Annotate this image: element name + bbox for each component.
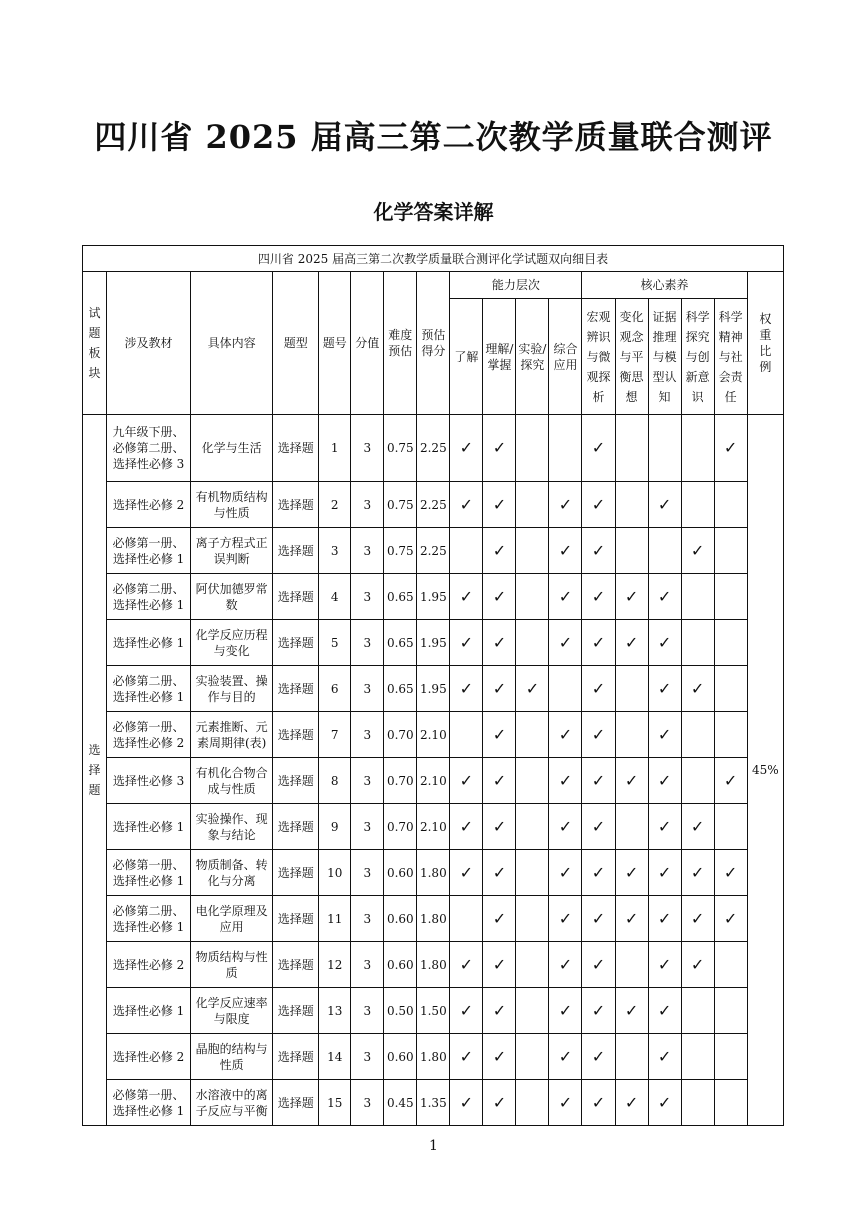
cell-difficulty: 0.75 xyxy=(384,482,417,528)
cell-content: 化学反应速率与限度 xyxy=(191,988,273,1034)
cell-est-score: 1.80 xyxy=(417,942,450,988)
cell-textbook: 必修第一册、选择性必修 2 xyxy=(107,712,191,758)
cell-textbook: 九年级下册、必修第二册、选择性必修 3 xyxy=(107,415,191,482)
check-mark-icon: ✓ xyxy=(648,712,681,758)
cell-est-score: 1.35 xyxy=(417,1080,450,1126)
check-mark-icon: ✓ xyxy=(516,666,549,712)
cell-textbook: 必修第二册、选择性必修 1 xyxy=(107,896,191,942)
check-mark-icon: ✓ xyxy=(681,528,714,574)
empty-cell xyxy=(714,942,747,988)
empty-cell xyxy=(681,1080,714,1126)
cell-est-score: 1.80 xyxy=(417,850,450,896)
cell-difficulty: 0.60 xyxy=(384,1034,417,1080)
header-literacy-2: 变化观念与平衡思想 xyxy=(615,299,648,415)
check-mark-icon: ✓ xyxy=(450,850,483,896)
table-row xyxy=(83,804,784,850)
cell-difficulty: 0.70 xyxy=(384,712,417,758)
cell-number: 15 xyxy=(319,1080,351,1126)
header-difficulty: 难度预估 xyxy=(384,272,417,415)
check-mark-icon: ✓ xyxy=(549,942,582,988)
empty-cell xyxy=(450,896,483,942)
check-mark-icon: ✓ xyxy=(681,942,714,988)
empty-cell xyxy=(681,758,714,804)
cell-number: 3 xyxy=(319,528,351,574)
cell-difficulty: 0.70 xyxy=(384,758,417,804)
cell-content: 电化学原理及应用 xyxy=(191,896,273,942)
check-mark-icon: ✓ xyxy=(450,758,483,804)
cell-difficulty: 0.75 xyxy=(384,528,417,574)
cell-type: 选择题 xyxy=(273,1080,319,1126)
check-mark-icon: ✓ xyxy=(648,666,681,712)
cell-content: 物质制备、转化与分离 xyxy=(191,850,273,896)
empty-cell xyxy=(681,620,714,666)
check-mark-icon: ✓ xyxy=(483,988,516,1034)
cell-est-score: 2.25 xyxy=(417,482,450,528)
cell-type: 选择题 xyxy=(273,620,319,666)
empty-cell xyxy=(648,415,681,482)
check-mark-icon: ✓ xyxy=(648,988,681,1034)
check-mark-icon: ✓ xyxy=(615,1080,648,1126)
check-mark-icon: ✓ xyxy=(483,620,516,666)
header-block: 试题板块 xyxy=(83,272,107,415)
header-weight: 权重比例 xyxy=(747,272,783,415)
check-mark-icon: ✓ xyxy=(582,666,615,712)
empty-cell xyxy=(450,528,483,574)
cell-est-score: 1.95 xyxy=(417,620,450,666)
empty-cell xyxy=(681,482,714,528)
check-mark-icon: ✓ xyxy=(582,620,615,666)
table-row xyxy=(83,988,784,1034)
empty-cell xyxy=(516,850,549,896)
cell-type: 选择题 xyxy=(273,942,319,988)
cell-content: 有机化合物合成与性质 xyxy=(191,758,273,804)
check-mark-icon: ✓ xyxy=(483,850,516,896)
cell-content: 物质结构与性质 xyxy=(191,942,273,988)
cell-score: 3 xyxy=(351,1034,384,1080)
empty-cell xyxy=(681,988,714,1034)
check-mark-icon: ✓ xyxy=(582,988,615,1034)
cell-number: 11 xyxy=(319,896,351,942)
cell-content: 元素推断、元素周期律(表) xyxy=(191,712,273,758)
cell-number: 7 xyxy=(319,712,351,758)
header-literacy-group: 核心素养 xyxy=(582,272,747,299)
check-mark-icon: ✓ xyxy=(615,620,648,666)
cell-textbook: 选择性必修 2 xyxy=(107,942,191,988)
check-mark-icon: ✓ xyxy=(615,574,648,620)
cell-difficulty: 0.75 xyxy=(384,415,417,482)
check-mark-icon: ✓ xyxy=(648,850,681,896)
check-mark-icon: ✓ xyxy=(582,758,615,804)
check-mark-icon: ✓ xyxy=(549,758,582,804)
cell-est-score: 1.50 xyxy=(417,988,450,1034)
check-mark-icon: ✓ xyxy=(450,1034,483,1080)
empty-cell xyxy=(516,482,549,528)
empty-cell xyxy=(681,1034,714,1080)
table-row xyxy=(83,1080,784,1126)
empty-cell xyxy=(681,574,714,620)
cell-content: 实验装置、操作与目的 xyxy=(191,666,273,712)
check-mark-icon: ✓ xyxy=(582,528,615,574)
check-mark-icon: ✓ xyxy=(615,850,648,896)
cell-est-score: 1.80 xyxy=(417,896,450,942)
check-mark-icon: ✓ xyxy=(714,896,747,942)
header-type: 题型 xyxy=(273,272,319,415)
cell-type: 选择题 xyxy=(273,666,319,712)
table-row xyxy=(83,712,784,758)
header-ability-3: 实验/探究 xyxy=(516,299,549,415)
check-mark-icon: ✓ xyxy=(648,1034,681,1080)
cell-textbook: 选择性必修 1 xyxy=(107,620,191,666)
empty-cell xyxy=(516,896,549,942)
check-mark-icon: ✓ xyxy=(582,1080,615,1126)
check-mark-icon: ✓ xyxy=(714,415,747,482)
cell-score: 3 xyxy=(351,528,384,574)
cell-est-score: 2.25 xyxy=(417,528,450,574)
cell-number: 4 xyxy=(319,574,351,620)
check-mark-icon: ✓ xyxy=(549,482,582,528)
cell-type: 选择题 xyxy=(273,988,319,1034)
cell-textbook: 必修第一册、选择性必修 1 xyxy=(107,1080,191,1126)
cell-difficulty: 0.50 xyxy=(384,988,417,1034)
check-mark-icon: ✓ xyxy=(615,758,648,804)
check-mark-icon: ✓ xyxy=(549,1034,582,1080)
empty-cell xyxy=(549,666,582,712)
cell-textbook: 选择性必修 3 xyxy=(107,758,191,804)
cell-est-score: 2.10 xyxy=(417,758,450,804)
cell-score: 3 xyxy=(351,482,384,528)
cell-est-score: 2.10 xyxy=(417,712,450,758)
table-caption: 四川省 2025 届高三第二次教学质量联合测评化学试题双向细目表 xyxy=(83,246,784,272)
empty-cell xyxy=(615,1034,648,1080)
cell-difficulty: 0.65 xyxy=(384,666,417,712)
empty-cell xyxy=(615,482,648,528)
check-mark-icon: ✓ xyxy=(450,482,483,528)
check-mark-icon: ✓ xyxy=(450,988,483,1034)
cell-score: 3 xyxy=(351,758,384,804)
header-est-score: 预估得分 xyxy=(417,272,450,415)
empty-cell xyxy=(648,528,681,574)
check-mark-icon: ✓ xyxy=(714,850,747,896)
weight-value: 45% xyxy=(747,415,783,1126)
empty-cell xyxy=(516,1034,549,1080)
cell-difficulty: 0.65 xyxy=(384,574,417,620)
specification-table xyxy=(82,245,784,1126)
check-mark-icon: ✓ xyxy=(648,758,681,804)
cell-textbook: 选择性必修 2 xyxy=(107,1034,191,1080)
header-ability-4: 综合应用 xyxy=(549,299,582,415)
cell-type: 选择题 xyxy=(273,804,319,850)
check-mark-icon: ✓ xyxy=(549,574,582,620)
check-mark-icon: ✓ xyxy=(582,942,615,988)
empty-cell xyxy=(516,942,549,988)
cell-score: 3 xyxy=(351,850,384,896)
check-mark-icon: ✓ xyxy=(714,758,747,804)
check-mark-icon: ✓ xyxy=(615,896,648,942)
cell-content: 有机物质结构与性质 xyxy=(191,482,273,528)
check-mark-icon: ✓ xyxy=(648,896,681,942)
check-mark-icon: ✓ xyxy=(483,758,516,804)
check-mark-icon: ✓ xyxy=(450,415,483,482)
cell-est-score: 2.25 xyxy=(417,415,450,482)
header-number: 题号 xyxy=(319,272,351,415)
check-mark-icon: ✓ xyxy=(483,712,516,758)
table-row xyxy=(83,758,784,804)
block-label: 选择题 xyxy=(83,415,107,1126)
check-mark-icon: ✓ xyxy=(648,804,681,850)
check-mark-icon: ✓ xyxy=(582,482,615,528)
cell-difficulty: 0.65 xyxy=(384,620,417,666)
empty-cell xyxy=(714,620,747,666)
empty-cell xyxy=(615,804,648,850)
page-number: 1 xyxy=(429,1138,438,1154)
check-mark-icon: ✓ xyxy=(450,574,483,620)
header-ability-1: 了解 xyxy=(450,299,483,415)
check-mark-icon: ✓ xyxy=(483,482,516,528)
empty-cell xyxy=(615,712,648,758)
empty-cell xyxy=(615,666,648,712)
empty-cell xyxy=(714,1034,747,1080)
check-mark-icon: ✓ xyxy=(483,804,516,850)
check-mark-icon: ✓ xyxy=(549,712,582,758)
empty-cell xyxy=(681,712,714,758)
check-mark-icon: ✓ xyxy=(483,1034,516,1080)
cell-type: 选择题 xyxy=(273,528,319,574)
check-mark-icon: ✓ xyxy=(681,896,714,942)
table-row xyxy=(83,415,784,482)
table-row xyxy=(83,620,784,666)
check-mark-icon: ✓ xyxy=(450,666,483,712)
empty-cell xyxy=(516,1080,549,1126)
check-mark-icon: ✓ xyxy=(549,896,582,942)
empty-cell xyxy=(714,988,747,1034)
check-mark-icon: ✓ xyxy=(681,666,714,712)
cell-est-score: 1.95 xyxy=(417,666,450,712)
header-literacy-5: 科学精神与社会责任 xyxy=(714,299,747,415)
check-mark-icon: ✓ xyxy=(549,988,582,1034)
table-row xyxy=(83,942,784,988)
empty-cell xyxy=(714,574,747,620)
cell-content: 阿伏加德罗常数 xyxy=(191,574,273,620)
check-mark-icon: ✓ xyxy=(450,620,483,666)
cell-type: 选择题 xyxy=(273,896,319,942)
cell-textbook: 选择性必修 2 xyxy=(107,482,191,528)
check-mark-icon: ✓ xyxy=(483,666,516,712)
cell-score: 3 xyxy=(351,712,384,758)
cell-difficulty: 0.70 xyxy=(384,804,417,850)
check-mark-icon: ✓ xyxy=(582,712,615,758)
cell-score: 3 xyxy=(351,574,384,620)
cell-type: 选择题 xyxy=(273,1034,319,1080)
check-mark-icon: ✓ xyxy=(549,850,582,896)
empty-cell xyxy=(516,574,549,620)
cell-textbook: 选择性必修 1 xyxy=(107,804,191,850)
empty-cell xyxy=(714,1080,747,1126)
cell-number: 1 xyxy=(319,415,351,482)
cell-textbook: 选择性必修 1 xyxy=(107,988,191,1034)
check-mark-icon: ✓ xyxy=(648,1080,681,1126)
cell-type: 选择题 xyxy=(273,574,319,620)
table-row xyxy=(83,1034,784,1080)
empty-cell xyxy=(615,942,648,988)
table-row xyxy=(83,666,784,712)
check-mark-icon: ✓ xyxy=(549,1080,582,1126)
check-mark-icon: ✓ xyxy=(582,1034,615,1080)
check-mark-icon: ✓ xyxy=(483,942,516,988)
cell-type: 选择题 xyxy=(273,415,319,482)
check-mark-icon: ✓ xyxy=(483,1080,516,1126)
cell-content: 离子方程式正误判断 xyxy=(191,528,273,574)
check-mark-icon: ✓ xyxy=(450,804,483,850)
empty-cell xyxy=(615,528,648,574)
empty-cell xyxy=(516,988,549,1034)
empty-cell xyxy=(714,712,747,758)
cell-number: 9 xyxy=(319,804,351,850)
check-mark-icon: ✓ xyxy=(648,620,681,666)
cell-number: 5 xyxy=(319,620,351,666)
table-row xyxy=(83,482,784,528)
table-row xyxy=(83,850,784,896)
empty-cell xyxy=(516,712,549,758)
cell-difficulty: 0.60 xyxy=(384,896,417,942)
empty-cell xyxy=(681,415,714,482)
header-literacy-3: 证据推理与模型认知 xyxy=(648,299,681,415)
check-mark-icon: ✓ xyxy=(483,574,516,620)
cell-number: 8 xyxy=(319,758,351,804)
cell-score: 3 xyxy=(351,415,384,482)
cell-content: 水溶液中的离子反应与平衡 xyxy=(191,1080,273,1126)
cell-type: 选择题 xyxy=(273,758,319,804)
header-content: 具体内容 xyxy=(191,272,273,415)
header-textbook: 涉及教材 xyxy=(107,272,191,415)
table-row xyxy=(83,896,784,942)
empty-cell xyxy=(516,758,549,804)
check-mark-icon: ✓ xyxy=(483,896,516,942)
empty-cell xyxy=(516,528,549,574)
empty-cell xyxy=(516,804,549,850)
check-mark-icon: ✓ xyxy=(582,804,615,850)
cell-score: 3 xyxy=(351,666,384,712)
empty-cell xyxy=(450,712,483,758)
check-mark-icon: ✓ xyxy=(582,896,615,942)
header-ability-group: 能力层次 xyxy=(450,272,582,299)
header-ability-2: 理解/掌握 xyxy=(483,299,516,415)
table-row xyxy=(83,528,784,574)
cell-textbook: 必修第二册、选择性必修 1 xyxy=(107,666,191,712)
check-mark-icon: ✓ xyxy=(648,482,681,528)
cell-content: 实验操作、现象与结论 xyxy=(191,804,273,850)
table-row xyxy=(83,574,784,620)
cell-score: 3 xyxy=(351,1080,384,1126)
header-literacy-1: 宏观辨识与微观探析 xyxy=(582,299,615,415)
check-mark-icon: ✓ xyxy=(450,942,483,988)
document-title: 四川省 2025 届高三第二次教学质量联合测评 xyxy=(94,118,773,156)
check-mark-icon: ✓ xyxy=(582,574,615,620)
check-mark-icon: ✓ xyxy=(549,804,582,850)
check-mark-icon: ✓ xyxy=(648,574,681,620)
header-literacy-4: 科学探究与创新意识 xyxy=(681,299,714,415)
cell-textbook: 必修第一册、选择性必修 1 xyxy=(107,850,191,896)
cell-number: 12 xyxy=(319,942,351,988)
header-score: 分值 xyxy=(351,272,384,415)
cell-score: 3 xyxy=(351,620,384,666)
cell-textbook: 必修第一册、选择性必修 1 xyxy=(107,528,191,574)
cell-number: 10 xyxy=(319,850,351,896)
cell-type: 选择题 xyxy=(273,850,319,896)
cell-score: 3 xyxy=(351,942,384,988)
empty-cell xyxy=(714,804,747,850)
cell-number: 2 xyxy=(319,482,351,528)
empty-cell xyxy=(516,620,549,666)
check-mark-icon: ✓ xyxy=(648,942,681,988)
empty-cell xyxy=(714,482,747,528)
cell-difficulty: 0.60 xyxy=(384,942,417,988)
check-mark-icon: ✓ xyxy=(681,850,714,896)
check-mark-icon: ✓ xyxy=(549,528,582,574)
check-mark-icon: ✓ xyxy=(549,620,582,666)
empty-cell xyxy=(615,415,648,482)
cell-est-score: 1.80 xyxy=(417,1034,450,1080)
cell-textbook: 必修第二册、选择性必修 1 xyxy=(107,574,191,620)
cell-number: 13 xyxy=(319,988,351,1034)
cell-content: 晶胞的结构与性质 xyxy=(191,1034,273,1080)
empty-cell xyxy=(549,415,582,482)
empty-cell xyxy=(516,415,549,482)
check-mark-icon: ✓ xyxy=(483,415,516,482)
cell-content: 化学反应历程与变化 xyxy=(191,620,273,666)
check-mark-icon: ✓ xyxy=(483,528,516,574)
cell-est-score: 2.10 xyxy=(417,804,450,850)
cell-score: 3 xyxy=(351,804,384,850)
cell-content: 化学与生活 xyxy=(191,415,273,482)
check-mark-icon: ✓ xyxy=(450,1080,483,1126)
document-subtitle: 化学答案详解 xyxy=(373,200,494,224)
cell-score: 3 xyxy=(351,896,384,942)
cell-difficulty: 0.45 xyxy=(384,1080,417,1126)
cell-number: 14 xyxy=(319,1034,351,1080)
check-mark-icon: ✓ xyxy=(582,850,615,896)
empty-cell xyxy=(714,528,747,574)
cell-type: 选择题 xyxy=(273,482,319,528)
check-mark-icon: ✓ xyxy=(615,988,648,1034)
cell-score: 3 xyxy=(351,988,384,1034)
cell-number: 6 xyxy=(319,666,351,712)
empty-cell xyxy=(714,666,747,712)
cell-type: 选择题 xyxy=(273,712,319,758)
check-mark-icon: ✓ xyxy=(681,804,714,850)
cell-difficulty: 0.60 xyxy=(384,850,417,896)
check-mark-icon: ✓ xyxy=(582,415,615,482)
cell-est-score: 1.95 xyxy=(417,574,450,620)
